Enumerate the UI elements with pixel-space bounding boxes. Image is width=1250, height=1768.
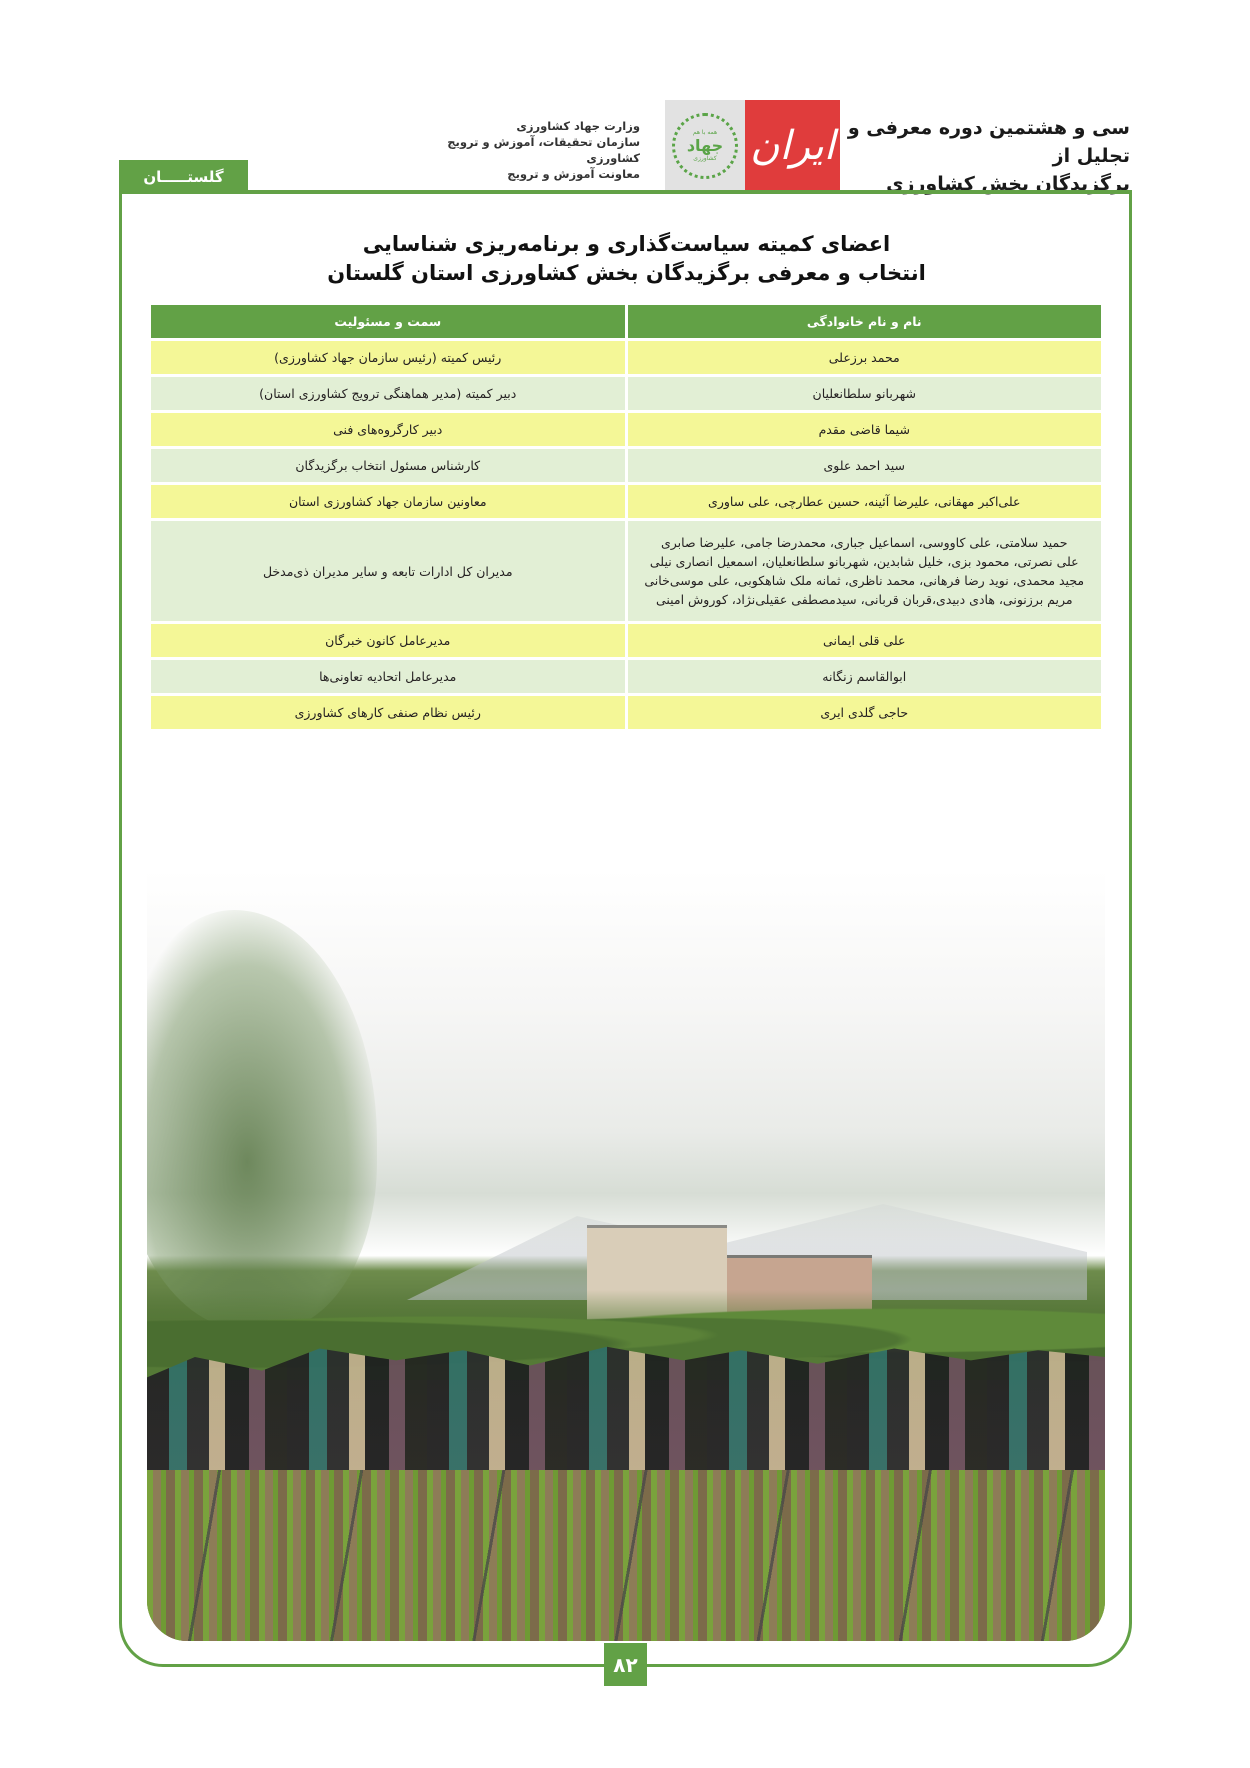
table-row [151, 624, 1101, 657]
table-row [151, 660, 1101, 693]
page-title-line2: انتخاب و معرفی برگزیدگان بخش کشاورزی استان گلستان [327, 261, 926, 285]
cell-name: سید احمد علوی [628, 449, 1102, 482]
ministry-line: سازمان تحقیقات، آموزش و ترویج کشاورزی [447, 135, 640, 165]
name-line: علی نصرتی، محمود بزی، خلیل شابدین، شهربانو سلطانعلیان، اسمعیل انصاری نیلی [649, 554, 1079, 569]
table-row [151, 521, 1101, 621]
page-number: ۸۲ [604, 1643, 647, 1686]
jahad-logo-box [665, 100, 745, 191]
table-row [151, 341, 1101, 374]
logo-main-text: جهاد [686, 135, 724, 155]
cell-role: رئیس نظام صنفی کارهای کشاورزی [151, 696, 625, 729]
name-line: مجید محمدی، نوید رضا فرهانی، محمد ناظری، ثمانه ملک شاهکوبی، علی موسی‌خانی [644, 573, 1085, 588]
page-title [150, 230, 1103, 288]
tree-left [147, 910, 377, 1330]
table-row [151, 377, 1101, 410]
cell-role: مدیران کل ادارات تابعه و سایر مدیران ذی‌مدخل [151, 521, 625, 621]
seedling-field [147, 1470, 1105, 1641]
publication-title-line1: سی و هشتمین دوره معرفی و تجلیل از [847, 117, 1130, 167]
cell-name: علی قلی ایمانی [628, 624, 1102, 657]
cell-name: شیما قاضی مقدم [628, 413, 1102, 446]
publication-title [800, 114, 1130, 198]
table-row [151, 413, 1101, 446]
cell-role: مدیرعامل اتحادیه تعاونی‌ها [151, 660, 625, 693]
page-title-line1: اعضای کمیته سیاست‌گذاری و برنامه‌ریزی شناسایی [362, 232, 891, 256]
cell-role: معاونین سازمان جهاد کشاورزی استان [151, 485, 625, 518]
cell-name: حاجی گلدی ایری [628, 696, 1102, 729]
cell-name-multi [628, 521, 1102, 621]
committee-table [148, 302, 1104, 732]
logo-bottom-text: کشاورزی [693, 154, 717, 162]
cell-name: ابوالقاسم زنگانه [628, 660, 1102, 693]
name-line: حمید سلامتی، علی کاووسی، اسماعیل جباری، محمدرضا جامی، علیرضا صابری [661, 535, 1068, 550]
cell-name: محمد برزعلی [628, 341, 1102, 374]
name-line: مریم برزنونی، هادی دبیدی،قربان قربانی، سیدمصطفی عقیلی‌نژاد، کوروش امینی [655, 592, 1073, 607]
cell-role: دبیر کمیته (مدیر هماهنگی ترویج کشاورزی استان) [151, 377, 625, 410]
province-tab: گلستـــــان [119, 160, 248, 194]
ministry-line: وزارت جهاد کشاورزی [516, 119, 640, 133]
cell-name: شهربانو سلطانعلیان [628, 377, 1102, 410]
group-visit-photo [147, 870, 1105, 1641]
publication-title-line2: برگزیدگان بخش کشاورزی [886, 173, 1130, 195]
cell-role: رئیس کمیته (رئیس سازمان جهاد کشاورزی) [151, 341, 625, 374]
ministry-line: معاونت آموزش و ترویج [507, 167, 640, 181]
cell-name: علی‌اکبر مهقانی، علیرضا آئینه، حسین عطارچی، علی ساوری [628, 485, 1102, 518]
cell-role: مدیرعامل کانون خبرگان [151, 624, 625, 657]
table-row [151, 449, 1101, 482]
header-name: نام و نام خانوادگی [628, 305, 1102, 338]
logo-top-text: همه با هم [692, 128, 718, 136]
table-header-row [151, 305, 1101, 338]
iran-brand-logo [745, 100, 840, 191]
brand-text: ایران [750, 122, 835, 169]
cell-role: کارشناس مسئول انتخاب برگزیدگان [151, 449, 625, 482]
table-row [151, 696, 1101, 729]
cell-role: دبیر کارگروه‌های فنی [151, 413, 625, 446]
ministry-block [400, 118, 640, 182]
table-row [151, 485, 1101, 518]
header-role: سمت و مسئولیت [151, 305, 625, 338]
jahad-emblem-icon [672, 113, 738, 179]
